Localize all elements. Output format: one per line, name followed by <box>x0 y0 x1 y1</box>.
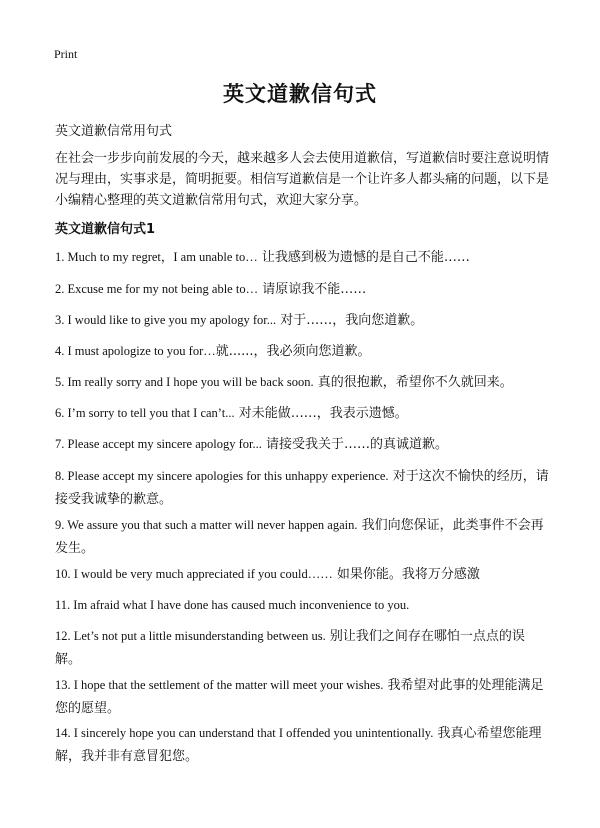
item-english: 4. I must apologize to you for… <box>55 344 216 358</box>
item-chinese: 真的很抱歉，希望你不久就回来。 <box>313 375 513 390</box>
list-item <box>55 465 550 511</box>
item-chinese: 别让我们之间存在哪怕一点点的误解。 <box>55 629 525 667</box>
item-english: 7. Please accept my sincere apology for... <box>55 437 262 451</box>
item-english: 2. Excuse me for my not being able to… <box>55 282 259 296</box>
list-item <box>55 246 550 269</box>
item-english: 12. Let’s not put a little misunderstanding between us. <box>55 629 326 643</box>
item-english: 8. Please accept my sincere apologies for this unhappy experience. <box>55 469 389 483</box>
item-chinese: 请原谅我不能…… <box>258 282 367 297</box>
item-chinese: 让我感到极为遗憾的是自己不能…… <box>257 250 470 265</box>
item-english: 10. I would be very much appreciated if you could…… <box>55 567 333 581</box>
list-item <box>55 309 550 332</box>
page-title: 英文道歉信句式 <box>223 82 377 106</box>
item-english: 14. I sincerely hope you can understand that I offended you unintentionally. <box>55 726 434 740</box>
intro-paragraph: 在社会一步步向前发展的今天，越来越多人会去使用道歉信，写道歉信时要注意说明情况与理由，实事求是，简明扼要。相信写道歉信是一个让许多人都头痛的问题，以下是小编精心整理的英文道歉信常用句式，欢迎大家分享。 <box>55 151 550 208</box>
list-item <box>55 402 550 425</box>
item-chinese: 对未能做……，我表示遗憾。 <box>234 406 408 421</box>
item-english: 5. Im really sorry and I hope you will be back soon. <box>55 375 314 389</box>
list-item <box>55 371 550 394</box>
item-english: 9. We assure you that such a matter will never happen again. <box>55 518 358 532</box>
section-heading: 英文道歉信句式1 <box>55 222 156 237</box>
item-english: 13. I hope that the settlement of the matter will meet your wishes. <box>55 678 384 692</box>
item-chinese: 请接受我关于……的真诚道歉。 <box>261 437 449 452</box>
item-chinese: 我们向您保证，此类事件不会再发生。 <box>55 518 544 556</box>
item-chinese: 我真心希望您能理解，我并非有意冒犯您。 <box>55 726 542 764</box>
page-subtitle: 英文道歉信常用句式 <box>55 124 173 139</box>
item-chinese: 对于……，我向您道歉。 <box>276 313 424 328</box>
list-item <box>55 594 550 617</box>
item-english: 3. I would like to give you my apology for... <box>55 313 277 327</box>
list-item <box>55 625 550 671</box>
item-chinese: 对于这次不愉快的经历，请接受我诚挚的歉意。 <box>55 469 549 507</box>
list-item <box>55 433 550 456</box>
item-english: 6. I’m sorry to tell you that I can’t... <box>55 406 235 420</box>
item-english: 1. Much to my regret，I am unable to… <box>55 250 258 264</box>
item-chinese: 就......，我必须向您道歉。 <box>215 344 371 359</box>
list-item <box>55 514 550 560</box>
list-item <box>55 674 550 720</box>
list-item <box>55 563 550 586</box>
list-item <box>55 340 550 363</box>
list-item <box>55 278 550 301</box>
print-label: Print <box>54 47 78 61</box>
item-chinese: 我希望对此事的处理能满足您的愿望。 <box>55 678 544 716</box>
item-chinese: 如果你能。我将万分感激 <box>332 567 480 582</box>
item-english: 11. Im afraid what I have done has caused much inconvenience to you. <box>55 598 410 612</box>
list-item <box>55 722 550 768</box>
